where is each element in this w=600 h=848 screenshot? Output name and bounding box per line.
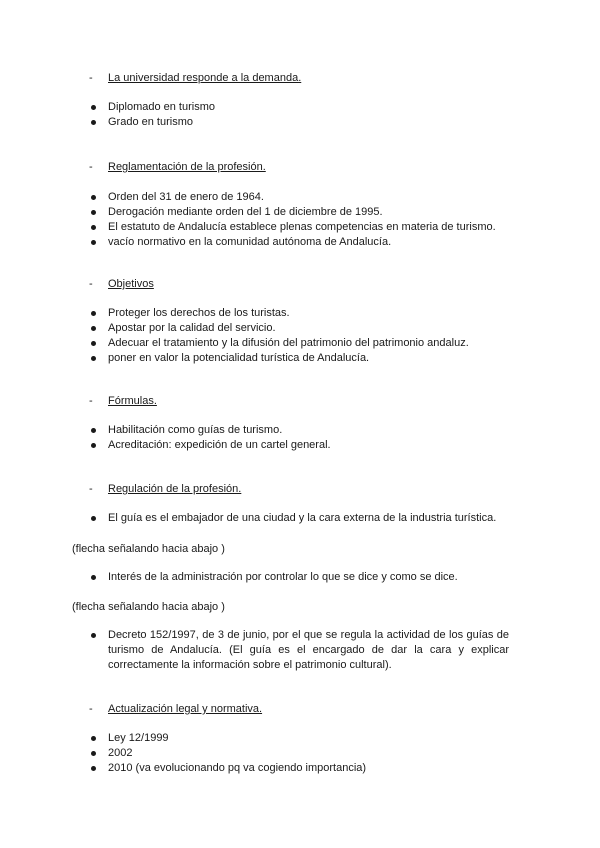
heading-dash: - (89, 278, 93, 290)
bullet-icon (91, 516, 96, 521)
bullet-icon (91, 195, 96, 200)
heading-title: Actualización legal y normativa. (108, 703, 263, 715)
list-item: 2010 (va evolucionando pq va cogiendo importancia) (89, 761, 509, 776)
bullet-list (89, 190, 509, 250)
list-item: Interés de la administración por controlar lo que se dice y como se dice. (89, 570, 509, 585)
bullet-list (89, 423, 509, 453)
bullet-list (89, 100, 509, 130)
bullet-icon (91, 766, 96, 771)
heading-dash: - (89, 703, 93, 715)
bullet-icon (91, 240, 96, 245)
bullet-icon (91, 575, 96, 580)
section-heading-objetivos (89, 277, 154, 292)
bullet-icon (91, 326, 96, 331)
heading-title: Reglamentación de la profesión. (108, 161, 266, 173)
list-item: Orden del 31 de enero de 1964. (89, 190, 509, 205)
section-heading-formulas (89, 394, 157, 409)
list-item: Decreto 152/1997, de 3 de junio, por el que se regula la actividad de los guías de turismo de Andalucía. (El guía es el encargado de dar la cara y explicar correctamente la información sobre el patrimonio cultural). (89, 628, 509, 673)
bullet-list (89, 731, 509, 776)
heading-title: Fórmulas. (108, 395, 157, 407)
list-item: vacío normativo en la comunidad autónoma de Andalucía. (89, 235, 509, 250)
bullet-icon (91, 428, 96, 433)
bullet-icon (91, 633, 96, 638)
section-heading-actualizacion (89, 702, 262, 717)
arrow-note: (flecha señalando hacia abajo ) (72, 543, 225, 555)
list-item: Ley 12/1999 (89, 731, 509, 746)
section-heading-reglamentacion (89, 160, 266, 175)
bullet-list (89, 570, 509, 585)
section-heading-universidad (89, 71, 301, 86)
bullet-list (89, 511, 509, 526)
bullet-icon (91, 736, 96, 741)
list-item: El guía es el embajador de una ciudad y la cara externa de la industria turística. (89, 511, 509, 526)
list-item: Habilitación como guías de turismo. (89, 423, 509, 438)
bullet-list (89, 628, 509, 673)
list-item: Grado en turismo (89, 115, 509, 130)
heading-title: La universidad responde a la demanda. (108, 72, 302, 84)
arrow-note: (flecha señalando hacia abajo ) (72, 601, 225, 613)
bullet-icon (91, 120, 96, 125)
heading-dash: - (89, 161, 93, 173)
bullet-icon (91, 341, 96, 346)
list-item: poner en valor la potencialidad turística de Andalucía. (89, 351, 509, 366)
heading-title: Objetivos (108, 278, 154, 290)
bullet-icon (91, 356, 96, 361)
bullet-icon (91, 210, 96, 215)
list-item: Diplomado en turismo (89, 100, 509, 115)
bullet-icon (91, 751, 96, 756)
bullet-icon (91, 105, 96, 110)
heading-dash: - (89, 72, 93, 84)
list-item: Derogación mediante orden del 1 de diciembre de 1995. (89, 205, 509, 220)
list-item: Proteger los derechos de los turistas. (89, 306, 509, 321)
heading-dash: - (89, 395, 93, 407)
heading-title: Regulación de la profesión. (108, 483, 242, 495)
heading-dash: - (89, 483, 93, 495)
list-item: Acreditación: expedición de un cartel general. (89, 438, 509, 453)
list-item: Adecuar el tratamiento y la difusión del patrimonio del patrimonio andaluz. (89, 336, 509, 351)
bullet-icon (91, 225, 96, 230)
bullet-icon (91, 311, 96, 316)
list-item: El estatuto de Andalucía establece plenas competencias en materia de turismo. (89, 220, 509, 235)
bullet-icon (91, 443, 96, 448)
bullet-list (89, 306, 509, 366)
list-item: Apostar por la calidad del servicio. (89, 321, 509, 336)
list-item: 2002 (89, 746, 509, 761)
section-heading-regulacion (89, 482, 241, 497)
